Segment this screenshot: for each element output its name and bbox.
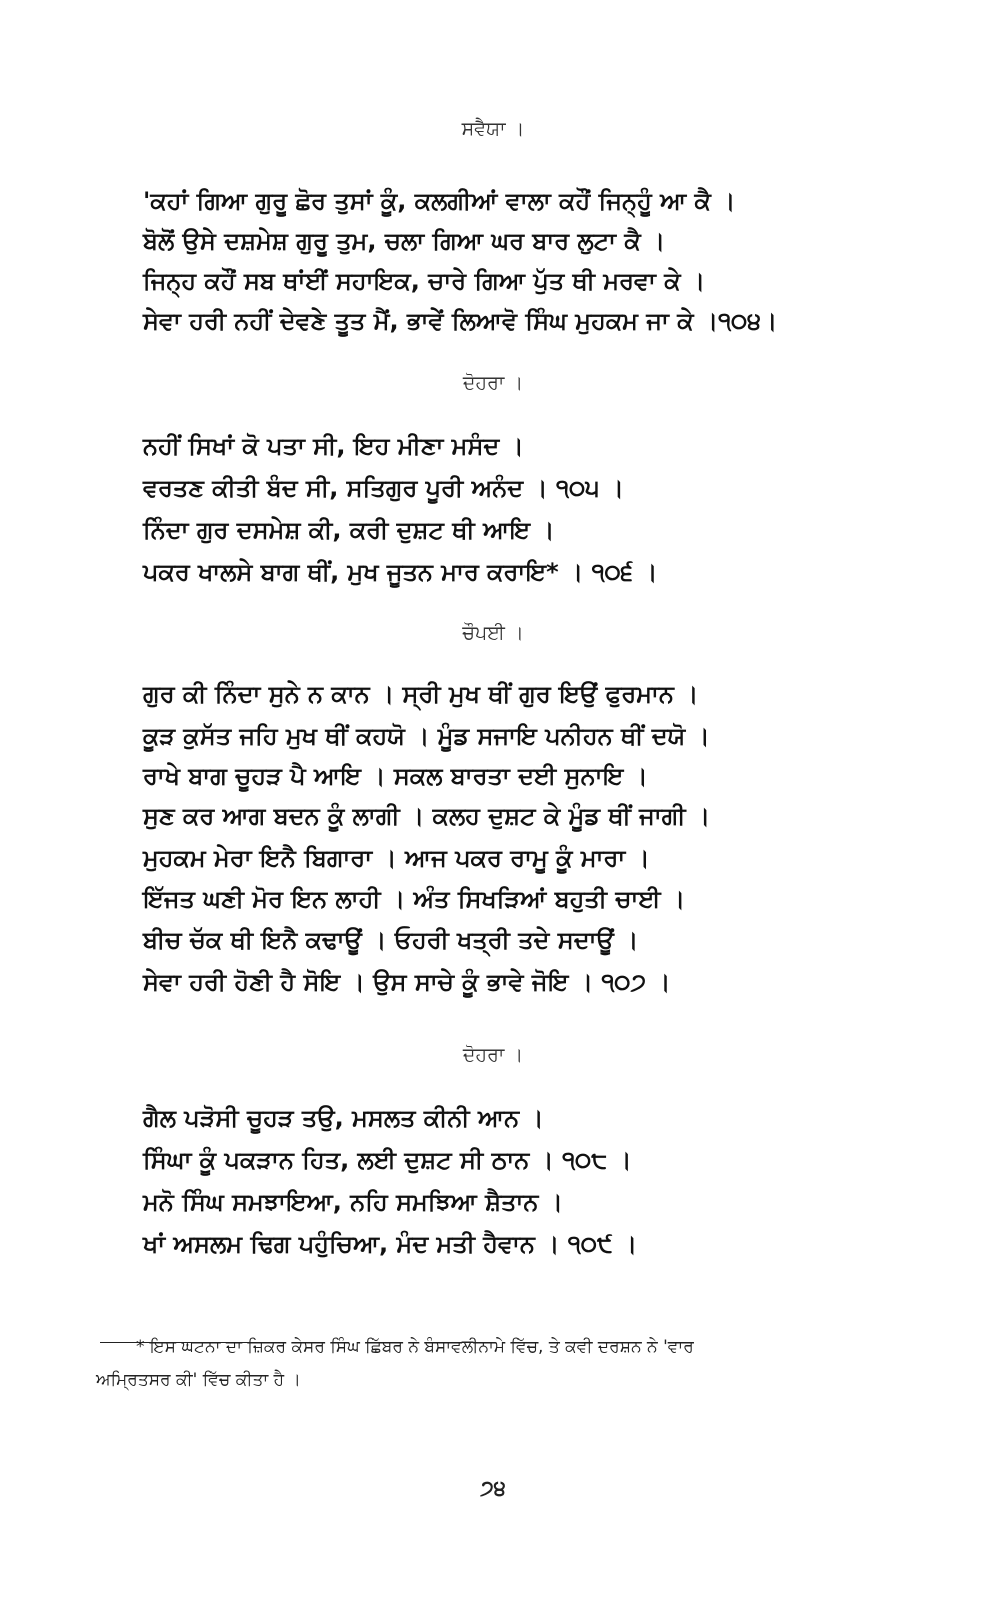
verse-line: ਸੁਣ ਕਰ ਆਗ ਬਦਨ ਕੂੰ ਲਾਗੀ । ਕਲਹ ਦੁਸ਼ਟ ਕੇ ਮੂੰਡ ਥੀਂ ਜਾਗੀ । — [143, 802, 711, 830]
verse-line: ਮਨੋ ਸਿੰਘ ਸਮਝਾਇਆ, ਨਹਿ ਸਮਝਿਆ ਸ਼ੈਤਾਨ । — [143, 1188, 563, 1216]
verse-line: ਬੀਚ ਚੱਕ ਥੀ ਇਨੈ ਕਢਾਊਂ । ਓਹਰੀ ਖਤ੍ਰੀ ਤਦੇ ਸਦਾਊਂ । — [143, 926, 639, 954]
section-heading-chaupai: ਚੌਪਈ । — [462, 622, 524, 644]
verse-line: ਜਿਨ੍ਹ ਕਹੌਂ ਸਬ ਥਾਂਈਂ ਸਹਾਇਕ, ਚਾਰੇ ਗਿਆ ਪੁੱਤ ਥੀ ਮਰਵਾ ਕੇ । — [143, 267, 706, 295]
verse-line: ਨਿੰਦਾ ਗੁਰ ਦਸਮੇਸ਼ ਕੀ, ਕਰੀ ਦੁਸ਼ਟ ਥੀ ਆਇ । — [143, 516, 555, 544]
verse-line: ਇੱਜਤ ਘਣੀ ਮੋਰ ਇਨ ਲਾਹੀ । ਅੰਤ ਸਿਖੜਿਆਂ ਬਹੁਤੀ ਚਾਈ । — [143, 885, 686, 913]
verse-line: ਗੈਲ ਪੜੋਸੀ ਚੂਹੜ ਤਉ, ਮਸਲਤ ਕੀਨੀ ਆਨ । — [143, 1104, 544, 1132]
verse-line: ਸੇਵਾ ਹਰੀ ਨਹੀਂ ਦੇਵਣੇ ਤੂਤ ਮੈਂ, ਭਾਵੇਂ ਲਿਆਵੋ ਸਿੰਘ ਮੁਹਕਮ ਜਾ ਕੇ ।੧੦੪। — [143, 307, 778, 335]
verse-line: ਵਰਤਣ ਕੀਤੀ ਬੰਦ ਸੀ, ਸਤਿਗੁਰ ਪੂਰੀ ਅਨੰਦ । ੧੦੫ । — [143, 474, 624, 502]
verse-line: ਨਹੀਂ ਸਿਖਾਂ ਕੋ ਪਤਾ ਸੀ, ਇਹ ਮੀਣਾ ਮਸੰਦ । — [143, 432, 524, 460]
verse-line: ਪਕਰ ਖਾਲਸੇ ਬਾਗ ਥੀਂ, ਮੁਖ ਜੂਤਨ ਮਾਰ ਕਰਾਇ* । ੧੦੬ । — [143, 558, 658, 586]
verse-line: ਕੂੜ ਕੁਸੱਤ ਜਹਿ ਮੁਖ ਥੀਂ ਕਹਯੋ । ਮੂੰਡ ਸਜਾਇ ਪਨੀਹਨ ਥੀਂ ਦਯੋ । — [143, 722, 710, 750]
verse-line: ਰਾਖੇ ਬਾਗ ਚੂਹੜ ਪੈ ਆਇ । ਸਕਲ ਬਾਰਤਾ ਦਈ ਸੁਨਾਇ । — [143, 762, 648, 790]
verse-line: ਖਾਂ ਅਸਲਮ ਢਿਗ ਪਹੁੰਚਿਆ, ਮੰਦ ਮਤੀ ਹੈਵਾਨ । ੧੦੯ । — [143, 1230, 638, 1258]
verse-line: ਬੋਲੋਂ ਉਸੇ ਦਸ਼ਮੇਸ਼ ਗੁਰੂ ਤੁਮ, ਚਲਾ ਗਿਆ ਘਰ ਬਾਰ ਲੁਟਾ ਕੈ । — [143, 227, 666, 255]
section-heading-savaiya: ਸਵੈਯਾ । — [461, 118, 525, 140]
verse-line: ਸੇਵਾ ਹਰੀ ਹੋਣੀ ਹੈ ਸੋਇ । ਉਸ ਸਾਚੇ ਕੂੰ ਭਾਵੇ ਜੋਇ । ੧੦੭ । — [143, 968, 671, 996]
section-heading-dohra-2: ਦੋਹਰਾ । — [462, 1044, 524, 1066]
verse-line: ਸਿੰਘਾ ਕੂੰ ਪਕੜਾਨ ਹਿਤ, ਲਈ ਦੁਸ਼ਟ ਸੀ ਠਾਨ । ੧੦੮ । — [143, 1146, 632, 1174]
footnote-line-2: ਅਮ੍ਰਿਤਸਰ ਕੀ' ਵਿੱਚ ਕੀਤਾ ਹੈ । — [96, 1370, 301, 1390]
page-number: ੭੪ — [480, 1476, 506, 1500]
footnote-line-1: * ਇਸ ਘਟਨਾ ਦਾ ਜ਼ਿਕਰ ਕੇਸਰ ਸਿੰਘ ਛਿੱਬਰ ਨੇ ਬੰਸਾਵਲੀਨਾਮੇ ਵਿੱਚ, ਤੇ ਕਵੀ ਦਰਸ਼ਨ ਨੇ 'ਵਾਰ — [136, 1337, 694, 1357]
verse-line: ਗੁਰ ਕੀ ਨਿੰਦਾ ਸੁਨੇ ਨ ਕਾਨ । ਸ੍ਰੀ ਮੁਖ ਥੀਂ ਗੁਰ ਇਉਂ ਫੁਰਮਾਨ । — [143, 680, 699, 708]
section-heading-dohra: ਦੋਹਰਾ । — [462, 372, 524, 394]
verse-line: 'ਕਹਾਂ ਗਿਆ ਗੁਰੂ ਛੋਰ ਤੁਸਾਂ ਕੂੰ, ਕਲਗੀਆਂ ਵਾਲਾ ਕਹੌਂ ਜਿਨ੍ਹੂੰ ਆ ਕੈ । — [143, 187, 736, 215]
verse-line: ਮੁਹਕਮ ਮੇਰਾ ਇਨੈ ਬਿਗਾਰਾ । ਆਜ ਪਕਰ ਰਾਮੂ ਕੂੰ ਮਾਰਾ । — [143, 844, 650, 872]
